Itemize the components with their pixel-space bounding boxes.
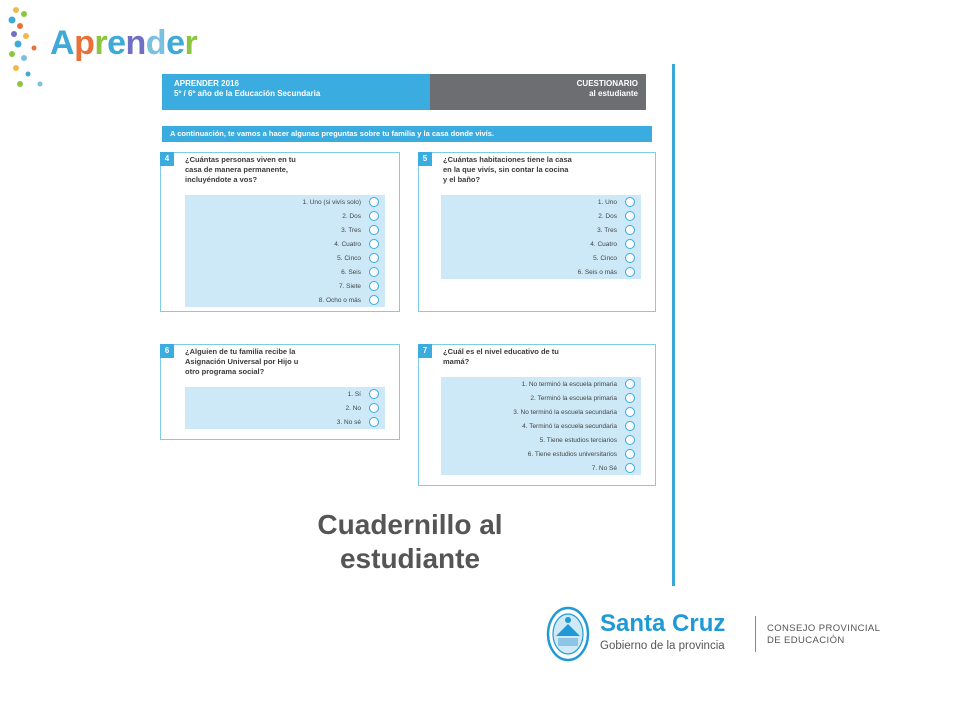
option-row[interactable]: 2. No <box>345 401 385 415</box>
radio-icon[interactable] <box>625 197 635 207</box>
radio-icon[interactable] <box>369 295 379 305</box>
province-title: Santa Cruz <box>600 610 726 637</box>
question-text: ¿Alguien de tu familia recibe la Asignación Universal por Hijo u otro programa social? <box>185 347 299 376</box>
option-row[interactable]: 5. Tiene estudios terciarios <box>540 433 641 447</box>
question-7 <box>418 344 656 486</box>
page-edge-line <box>672 64 675 586</box>
header-level: 5º / 6º año de la Educación Secundaria <box>174 89 321 98</box>
intro-banner: A continuación, te vamos a hacer algunas preguntas sobre tu familia y la casa donde vivís. <box>162 126 652 142</box>
radio-icon[interactable] <box>369 403 379 413</box>
option-row[interactable]: 3. No terminó la escuela secundaria <box>513 405 641 419</box>
option-row[interactable]: 6. Seis <box>341 265 385 279</box>
radio-icon[interactable] <box>369 211 379 221</box>
radio-icon[interactable] <box>625 463 635 473</box>
radio-icon[interactable] <box>369 389 379 399</box>
question-number: 6 <box>160 344 174 358</box>
radio-icon[interactable] <box>625 225 635 235</box>
questionnaire-page <box>150 64 676 584</box>
option-row[interactable]: 7. No Sé <box>592 461 641 475</box>
option-row[interactable]: 2. Dos <box>342 209 385 223</box>
option-row[interactable]: 3. Tres <box>341 223 385 237</box>
radio-icon[interactable] <box>369 197 379 207</box>
radio-icon[interactable] <box>369 225 379 235</box>
radio-icon[interactable] <box>369 417 379 427</box>
option-list <box>441 377 641 475</box>
question-text: ¿Cuántas habitaciones tiene la casa en la que vivís, sin contar la cocina y el baño? <box>443 155 572 184</box>
radio-icon[interactable] <box>625 239 635 249</box>
radio-icon[interactable] <box>625 393 635 403</box>
radio-icon[interactable] <box>625 267 635 277</box>
option-list <box>185 387 385 429</box>
aprender-wordmark: Aprender <box>50 24 198 62</box>
logo-divider <box>755 616 756 652</box>
option-row[interactable]: 3. No sé <box>337 415 385 429</box>
question-text: ¿Cuántas personas viven en tu casa de manera permanente, incluyéndote a vos? <box>185 155 296 184</box>
option-row[interactable]: 6. Tiene estudios universitarios <box>528 447 641 461</box>
option-row[interactable]: 1. Sí <box>348 387 385 401</box>
option-row[interactable]: 3. Tres <box>597 223 641 237</box>
option-list <box>185 195 385 307</box>
header-left <box>162 74 430 110</box>
question-number: 7 <box>418 344 432 358</box>
council-name: CONSEJO PROVINCIAL DE EDUCACIÓN <box>767 623 881 646</box>
document-caption: Cuadernillo al estudiante <box>317 509 503 574</box>
question-text: ¿Cuál es el nivel educativo de tu mamá? <box>443 347 559 366</box>
option-row[interactable]: 4. Cuatro <box>590 237 641 251</box>
option-row[interactable]: 8. Ocho o más <box>319 293 385 307</box>
radio-icon[interactable] <box>369 267 379 277</box>
radio-icon[interactable] <box>369 239 379 249</box>
option-row[interactable]: 6. Seis o más <box>578 265 641 279</box>
option-row[interactable]: 5. Cinco <box>593 251 641 265</box>
radio-icon[interactable] <box>625 449 635 459</box>
question-4 <box>160 152 400 312</box>
option-list <box>441 195 641 279</box>
coat-of-arms-icon <box>546 606 590 662</box>
butterfly-icon <box>6 4 50 92</box>
header-type: CUESTIONARIO <box>576 79 638 88</box>
radio-icon[interactable] <box>625 435 635 445</box>
option-row[interactable]: 1. Uno (si vivís solo) <box>302 195 385 209</box>
question-number: 5 <box>418 152 432 166</box>
option-row[interactable]: 2. Terminó la escuela primaria <box>530 391 641 405</box>
question-number: 4 <box>160 152 174 166</box>
option-row[interactable]: 1. No terminó la escuela primaria <box>522 377 641 391</box>
radio-icon[interactable] <box>625 407 635 417</box>
option-row[interactable]: 4. Terminó la escuela secundaria <box>522 419 641 433</box>
header-right <box>430 74 646 110</box>
santa-cruz-logo <box>542 604 902 666</box>
header-year: APRENDER 2016 <box>174 79 239 88</box>
option-row[interactable]: 1. Uno <box>598 195 641 209</box>
document-header <box>162 74 646 110</box>
option-row[interactable]: 4. Cuatro <box>334 237 385 251</box>
header-audience: al estudiante <box>589 89 638 98</box>
radio-icon[interactable] <box>369 281 379 291</box>
option-row[interactable]: 5. Cinco <box>337 251 385 265</box>
question-6 <box>160 344 400 440</box>
radio-icon[interactable] <box>625 379 635 389</box>
option-row[interactable]: 7. Siete <box>339 279 385 293</box>
radio-icon[interactable] <box>369 253 379 263</box>
province-subtitle: Gobierno de la provincia <box>600 640 725 652</box>
option-row[interactable]: 2. Dos <box>598 209 641 223</box>
radio-icon[interactable] <box>625 253 635 263</box>
radio-icon[interactable] <box>625 211 635 221</box>
question-5 <box>418 152 656 312</box>
radio-icon[interactable] <box>625 421 635 431</box>
